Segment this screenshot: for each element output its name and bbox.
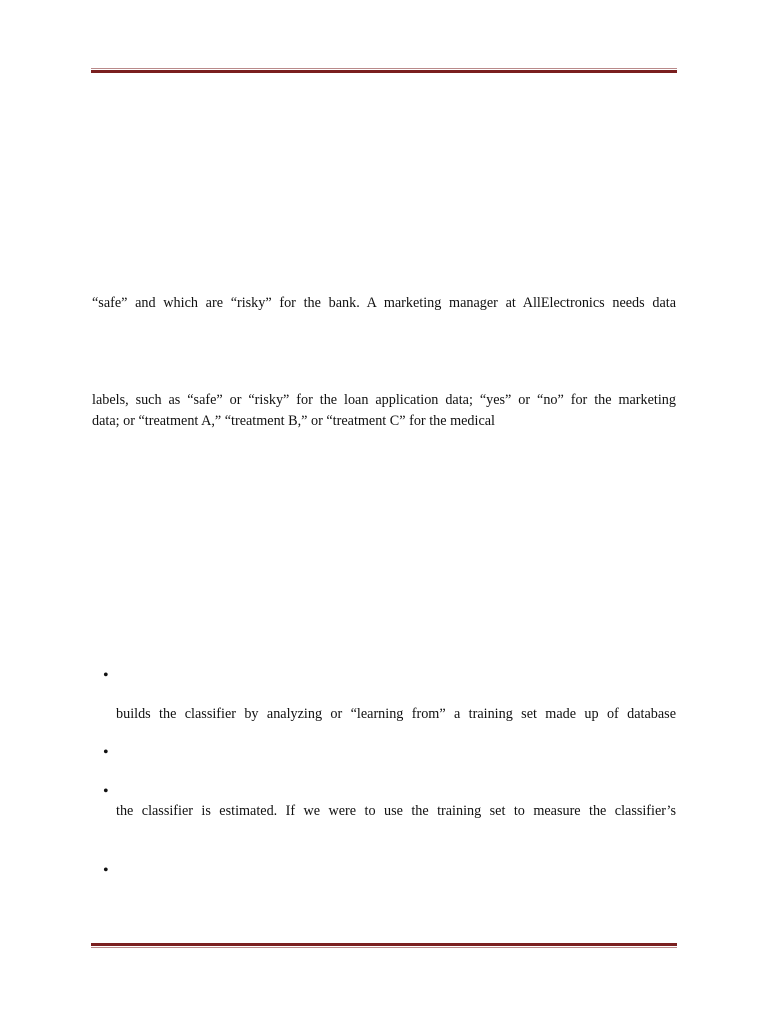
paragraph-line-data-treatment: data; or “treatment A,” “treatment B,” or “treatment C” for the medical	[92, 413, 495, 429]
bullet-text-builds: builds the classifier by analyzing or “learning from” a training set made up of database	[116, 706, 676, 722]
bullet-4: •	[103, 862, 109, 879]
header-rule-thick	[91, 70, 677, 73]
bullet-text-estimated: the classifier is estimated. If we were to use the training set to measure the classifier’s	[116, 803, 676, 819]
footer-rule-thin	[91, 947, 677, 948]
header-rule-thin	[91, 68, 677, 69]
bullet-1: •	[103, 667, 109, 684]
bullet-3: •	[103, 783, 109, 800]
paragraph-line-safe-risky: “safe” and which are “risky” for the bank. A marketing manager at AllElectronics needs data	[92, 295, 676, 311]
bullet-2: •	[103, 744, 109, 761]
footer-rule-thick	[91, 943, 677, 946]
paragraph-line-labels: labels, such as “safe” or “risky” for the loan application data; “yes” or “no” for the marketing	[92, 392, 676, 408]
footer-rule	[91, 943, 677, 948]
header-rule	[91, 68, 677, 73]
